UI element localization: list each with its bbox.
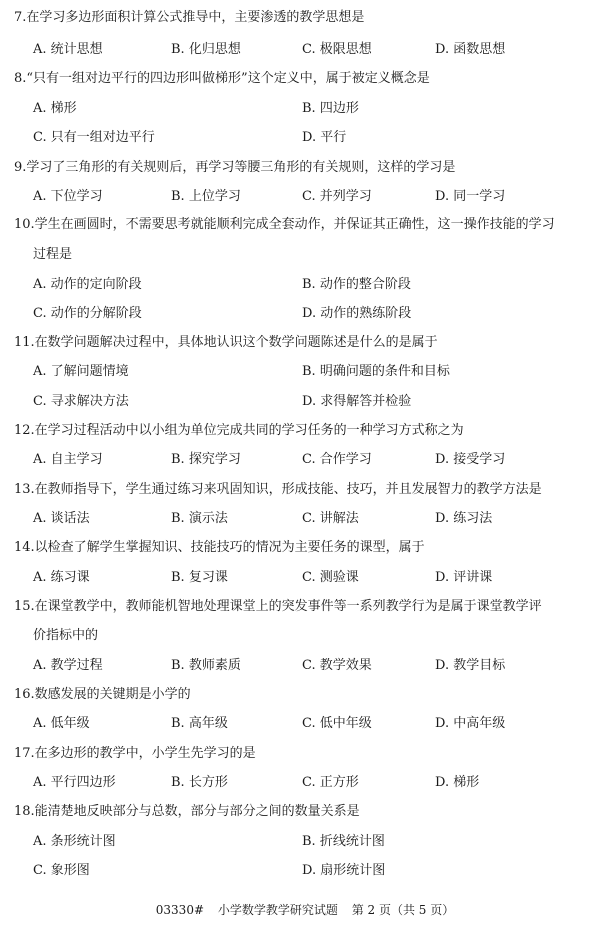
- option-a: A. 教学过程: [33, 658, 103, 673]
- option-c: C. 教学效果: [302, 658, 372, 673]
- question-stem-continued: 价指标中的: [33, 628, 99, 643]
- exam-title: 小学数学教学研究试题: [217, 903, 338, 917]
- option-a: A. 平行四边形: [33, 775, 116, 790]
- option-c: C. 合作学习: [302, 452, 372, 467]
- option-a: A. 练习课: [33, 570, 90, 585]
- option-d: D. 教学目标: [435, 658, 506, 673]
- option-a: A. 统计思想: [33, 42, 103, 57]
- question-stem: 10.学生在画圆时，不需要思考就能顺利完成全套动作，并保证其正确性，这一操作技能的学习: [14, 217, 555, 232]
- option-d: D. 练习法: [435, 511, 493, 526]
- option-b: B. 教师素质: [171, 658, 241, 673]
- question-stem: 13.在教师指导下，学生通过练习来巩固知识，形成技能、技巧，并且发展智力的教学方法是: [14, 482, 542, 497]
- option-a: A. 梯形: [33, 101, 77, 116]
- option-b: B. 化归思想: [171, 42, 241, 57]
- option-a: A. 了解问题情境: [33, 364, 129, 379]
- option-c: C. 并列学习: [302, 189, 372, 204]
- question-stem: 16.数感发展的关键期是小学的: [14, 687, 191, 702]
- option-b: B. 动作的整合阶段: [302, 277, 411, 292]
- question-stem: 18.能清楚地反映部分与总数，部分与部分之间的数量关系是: [14, 804, 360, 819]
- option-b: B. 明确问题的条件和目标: [302, 364, 450, 379]
- question-stem: 17.在多边形的教学中，小学生先学习的是: [14, 746, 256, 761]
- option-b: B. 长方形: [171, 775, 228, 790]
- question-stem-continued: 过程是: [33, 247, 73, 262]
- option-a: A. 低年级: [33, 716, 90, 731]
- option-c: C. 只有一组对边平行: [33, 130, 155, 145]
- page-number: 第 2 页（共 5 页）: [351, 903, 455, 917]
- option-b: B. 复习课: [171, 570, 228, 585]
- option-b: B. 上位学习: [171, 189, 241, 204]
- option-a: A. 条形统计图: [33, 834, 116, 849]
- option-b: B. 折线统计图: [302, 834, 385, 849]
- exam-code: 03330#: [155, 903, 205, 917]
- option-c: C. 寻求解决方法: [33, 394, 129, 409]
- option-d: D. 接受学习: [435, 452, 506, 467]
- question-stem: 14.以检查了解学生掌握知识、技能技巧的情况为主要任务的课型，属于: [14, 540, 425, 555]
- option-c: C. 动作的分解阶段: [33, 306, 142, 321]
- question-stem: 15.在课堂教学中，教师能机智地处理课堂上的突发事件等一系列教学行为是属于课堂教学评: [14, 599, 542, 614]
- option-d: D. 动作的熟练阶段: [302, 306, 412, 321]
- option-c: C. 低中年级: [302, 716, 372, 731]
- question-stem: 8.“只有一组对边平行的四边形叫做梯形”这个定义中，属于被定义概念是: [14, 71, 430, 86]
- option-c: C. 正方形: [302, 775, 359, 790]
- option-a: A. 下位学习: [33, 189, 103, 204]
- question-stem: 9.学习了三角形的有关规则后，再学习等腰三角形的有关规则，这样的学习是: [14, 160, 456, 175]
- option-d: D. 同一学习: [435, 189, 506, 204]
- option-c: C. 测验课: [302, 570, 359, 585]
- option-b: B. 高年级: [171, 716, 228, 731]
- option-d: D. 平行: [302, 130, 347, 145]
- option-d: D. 求得解答并检验: [302, 394, 412, 409]
- option-a: A. 自主学习: [33, 452, 103, 467]
- option-a: A. 谈话法: [33, 511, 90, 526]
- question-stem: 12.在学习过程活动中以小组为单位完成共同的学习任务的一种学习方式称之为: [14, 423, 464, 438]
- option-d: D. 评讲课: [435, 570, 493, 585]
- question-stem: 11.在数学问题解决过程中，具体地认识这个数学问题陈述是什么的是属于: [14, 335, 438, 350]
- option-d: D. 函数思想: [435, 42, 506, 57]
- option-c: C. 讲解法: [302, 511, 359, 526]
- option-a: A. 动作的定向阶段: [33, 277, 142, 292]
- option-b: B. 探究学习: [171, 452, 241, 467]
- question-stem: 7.在学习多边形面积计算公式推导中，主要渗透的教学思想是: [14, 10, 365, 25]
- option-b: B. 演示法: [171, 511, 228, 526]
- option-c: C. 象形图: [33, 863, 90, 878]
- option-c: C. 极限思想: [302, 42, 372, 57]
- page-footer: [0, 902, 610, 918]
- option-d: D. 中高年级: [435, 716, 506, 731]
- option-b: B. 四边形: [302, 101, 359, 116]
- option-d: D. 梯形: [435, 775, 480, 790]
- option-d: D. 扇形统计图: [302, 863, 386, 878]
